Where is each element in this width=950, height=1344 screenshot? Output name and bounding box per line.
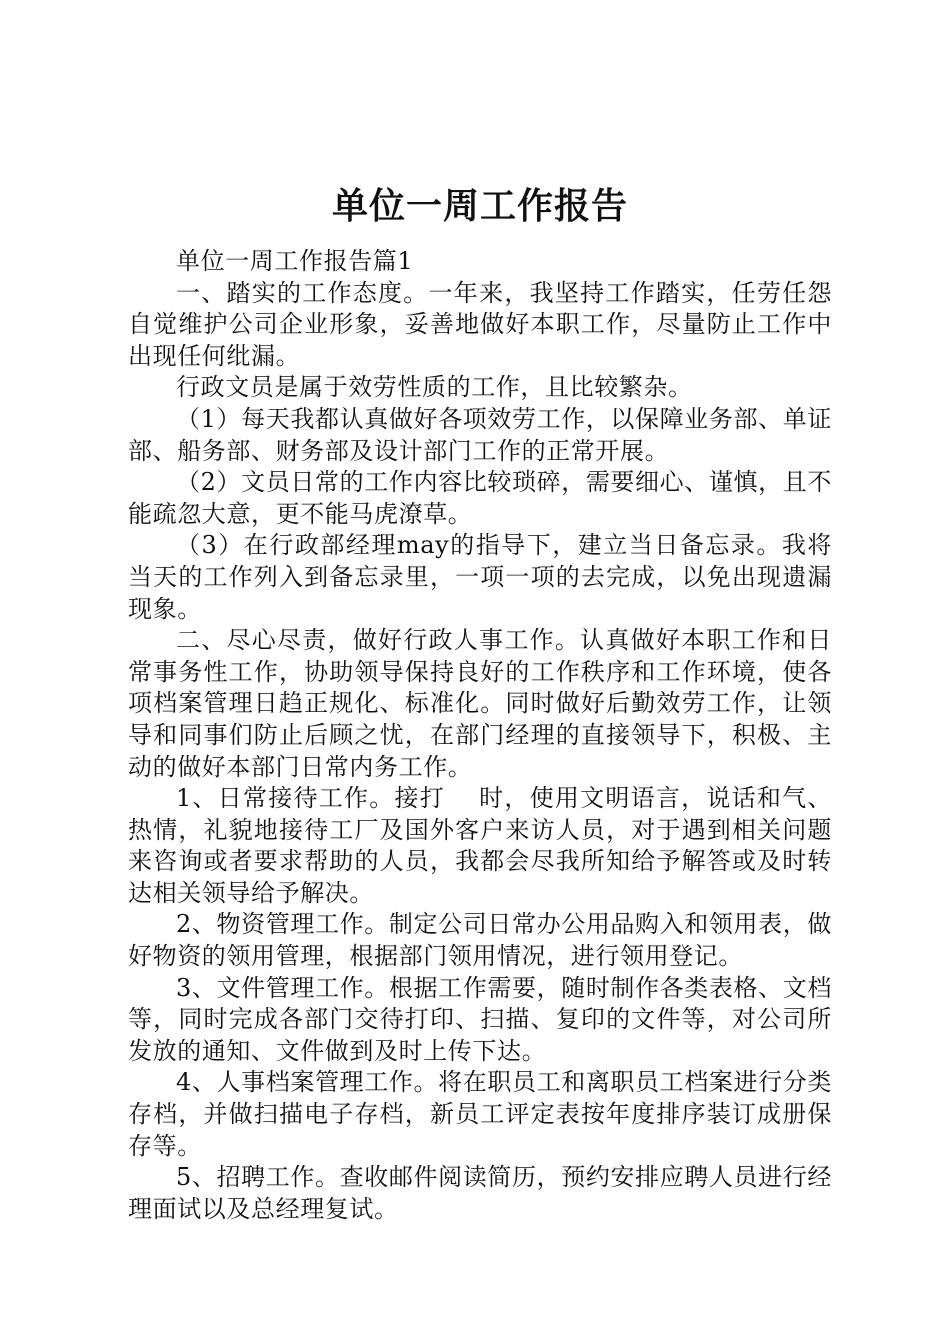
paragraph: 3、文件管理工作。根据工作需要，随时制作各类表格、文档等，同时完成各部门交待打印、扫描、复印的文件等，对公司所发放的通知、文件做到及时上传下达。	[128, 973, 832, 1065]
paragraph: 二、尽心尽责，做好行政人事工作。认真做好本职工作和日常事务性工作，协助领导保持良好的工作秩序和工作环境，使各项档案管理日趋正规化、标准化。同时做好后勤效劳工作，让领导和同事们防止后顾之忧，在部门经理的直接领导下，积极、主动的做好本部门日常内务工作。	[128, 626, 832, 781]
paragraph: （3）在行政部经理may的指导下，建立当日备忘录。我将当天的工作列入到备忘录里，一项一项的去完成，以免出现遗漏现象。	[128, 531, 832, 623]
paragraph: （1）每天我都认真做好各项效劳工作，以保障业务部、单证部、船务部、财务部及设计部门工作的正常开展。	[128, 404, 832, 465]
paragraph: 1、日常接待工作。接打 时，使用文明语言，说话和气、热情，礼貌地接待工厂及国外客户来访人员，对于遇到相关问题来咨询或者要求帮助的人员，我都会尽我所知给予解答或及时转达相关领导给予解决。	[128, 784, 832, 907]
document-title: 单位一周工作报告	[331, 185, 628, 227]
paragraph: （2）文员日常的工作内容比较琐碎，需要细心、谨慎，且不能疏忽大意，更不能马虎潦草。	[128, 468, 832, 528]
paragraph: 5、招聘工作。查收邮件阅读简历，预约安排应聘人员进行经理面试以及总经理复试。	[128, 1163, 832, 1223]
paragraph: 4、人事档案管理工作。将在职员工和离职员工档案进行分类存档，并做扫描电子存档，新员工评定表按年度排序装订成册保存等。	[128, 1068, 832, 1160]
paragraph: 一、踏实的工作态度。一年来，我坚持工作踏实，任劳任怨自觉维护公司企业形象，妥善地做好本职工作，尽量防止工作中出现任何纰漏。	[128, 278, 832, 370]
paragraph: 2、物资管理工作。制定公司日常办公用品购入和领用表，做好物资的领用管理，根据部门领用情况，进行领用登记。	[128, 910, 832, 971]
paragraph: 行政文员是属于效劳性质的工作，且比较繁杂。	[176, 373, 693, 402]
document-page	[128, 180, 832, 1225]
section-heading: 单位一周工作报告篇1	[176, 247, 414, 275]
